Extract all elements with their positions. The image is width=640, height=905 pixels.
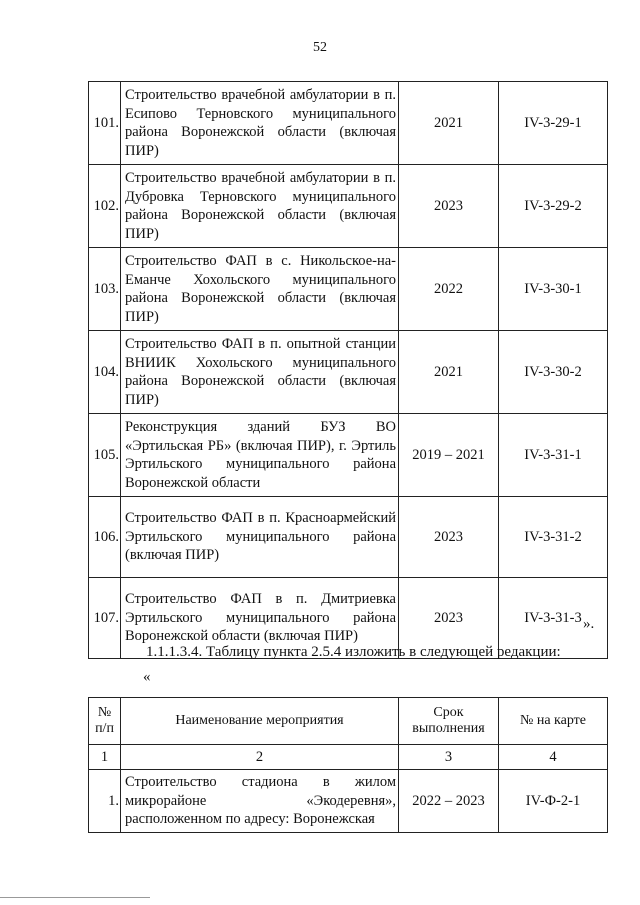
- table-row: [89, 497, 608, 578]
- table-row: [89, 165, 608, 248]
- measure-description: Строительство ФАП в с. Никольское-на-Еманче Хохольского муниципального района Воронежской области (включая ПИР): [121, 248, 399, 331]
- table-row: [89, 414, 608, 497]
- table-row: [89, 82, 608, 165]
- column-header-deadline: Срок выполнения: [399, 698, 499, 745]
- measures-table-2-5-4: [88, 697, 608, 833]
- deadline: 2023: [399, 578, 499, 659]
- column-index: 4: [499, 745, 608, 770]
- page-number: 52: [313, 40, 327, 55]
- deadline: 2021: [399, 331, 499, 414]
- measure-description: Строительство врачебной амбулатории в п. Дубровка Терновского муниципального района Воронежской области (включая ПИР): [121, 165, 399, 248]
- map-code: IV-3-31-1: [499, 414, 608, 497]
- column-index: 2: [121, 745, 399, 770]
- map-code: IV-3-29-1: [499, 82, 608, 165]
- row-number: 104.: [89, 331, 121, 414]
- row-number: 101.: [89, 82, 121, 165]
- map-code: IV-Ф-2-1: [499, 770, 608, 833]
- measures-table-continued: [88, 81, 608, 659]
- header-row: [89, 698, 608, 745]
- table-row: [89, 331, 608, 414]
- row-number: 102.: [89, 165, 121, 248]
- measure-description: Строительство стадиона в жилом микрорайоне «Экодеревня», расположенном по адресу: Воронежская: [121, 770, 399, 833]
- deadline: 2023: [399, 165, 499, 248]
- column-header-number: № п/п: [89, 698, 121, 745]
- row-number: 1.: [89, 770, 121, 833]
- map-code: IV-3-30-1: [499, 248, 608, 331]
- measure-description: Строительство ФАП в п. опытной станции ВНИИК Хохольского муниципального района Воронежской области (включая ПИР): [121, 331, 399, 414]
- table-row: [89, 770, 608, 833]
- deadline: 2023: [399, 497, 499, 578]
- row-number: 105.: [89, 414, 121, 497]
- column-index: 3: [399, 745, 499, 770]
- measure-description: Строительство врачебной амбулатории в п. Есипово Терновского муниципального района Воронежской области (включая ПИР): [121, 82, 399, 165]
- row-number: 103.: [89, 248, 121, 331]
- column-header-map-number: № на карте: [499, 698, 608, 745]
- opening-quote: «: [143, 669, 151, 685]
- deadline: 2022 – 2023: [399, 770, 499, 833]
- measure-description: Строительство ФАП в п. Красноармейский Эртильского муниципального района (включая ПИР): [121, 497, 399, 578]
- deadline: 2021: [399, 82, 499, 165]
- table-row: [89, 248, 608, 331]
- closing-quote: ».: [583, 616, 595, 632]
- deadline: 2022: [399, 248, 499, 331]
- measure-description: Реконструкция зданий БУЗ ВО «Эртильская РБ» (включая ПИР), г. Эртиль Эртильского муниципального района Воронежской области: [121, 414, 399, 497]
- row-number: 106.: [89, 497, 121, 578]
- map-code: IV-3-30-2: [499, 331, 608, 414]
- map-code: IV-3-29-2: [499, 165, 608, 248]
- section-heading: 1.1.1.3.4. Таблицу пункта 2.5.4 изложить в следующей редакции:: [146, 644, 561, 660]
- measure-description: Строительство ФАП в п. Дмитриевка Эртильского муниципального района Воронежской области (включая ПИР): [121, 578, 399, 659]
- row-number: 107.: [89, 578, 121, 659]
- map-code: IV-3-31-3: [499, 578, 608, 659]
- column-header-name: Наименование мероприятия: [121, 698, 399, 745]
- footer-divider: [0, 897, 150, 898]
- column-index: 1: [89, 745, 121, 770]
- deadline: 2019 – 2021: [399, 414, 499, 497]
- map-code: IV-3-31-2: [499, 497, 608, 578]
- column-index-row: [89, 745, 608, 770]
